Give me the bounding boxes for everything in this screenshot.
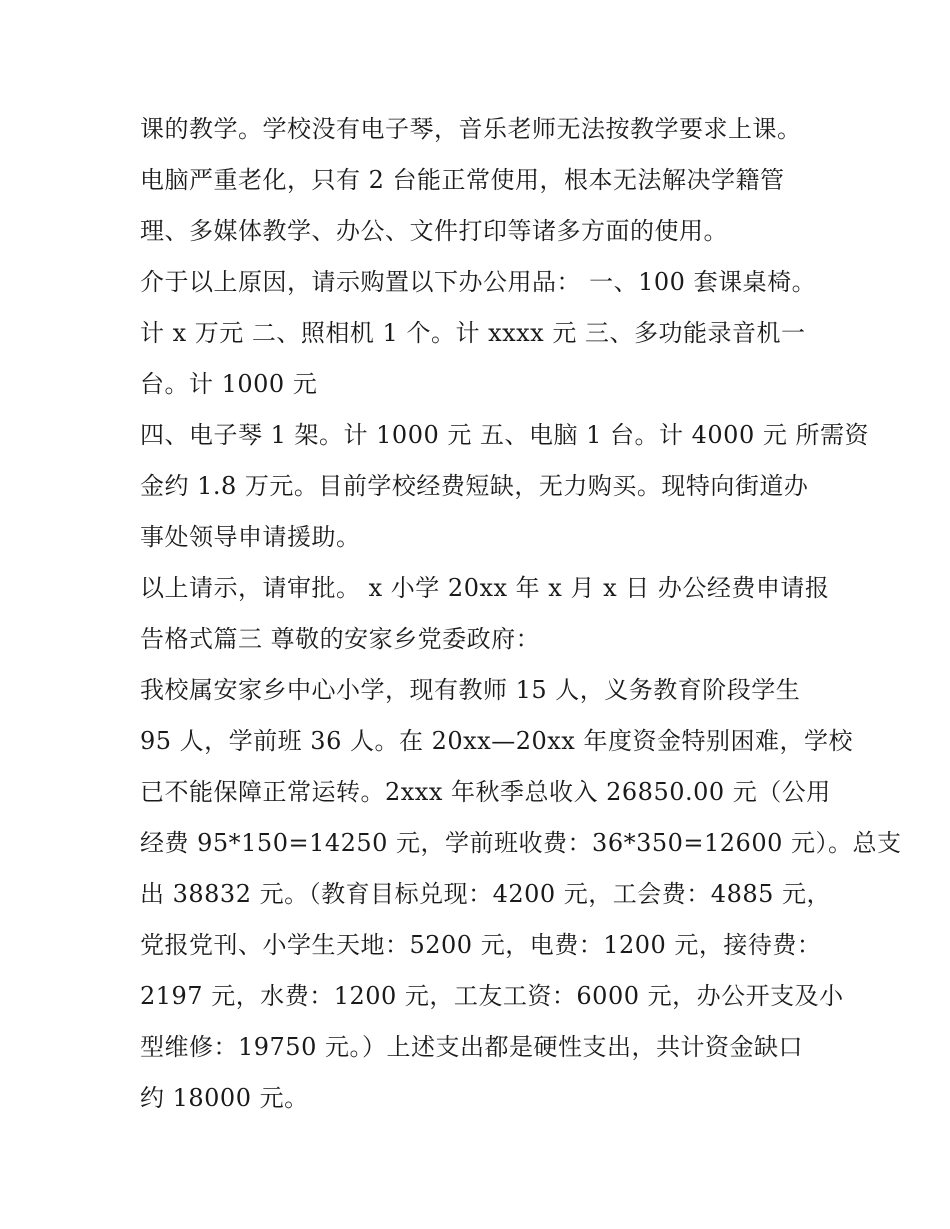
text-line: 电脑严重老化，只有 2 台能正常使用，根本无法解决学籍管 — [140, 166, 785, 194]
text-line: 以上请示，请审批。 x 小学 20xx 年 x 月 x 日 办公经费申请报 — [140, 574, 830, 602]
text-line: 课的教学。学校没有电子琴，音乐老师无法按教学要求上课。 — [140, 115, 802, 143]
text-line: 四、电子琴 1 架。计 1000 元 五、电脑 1 台。计 4000 元 所需资 — [140, 421, 869, 449]
text-line: 我校属安家乡中心小学，现有教师 15 人，义务教育阶段学生 — [140, 676, 801, 704]
text-line: 党报党刊、小学生天地：5200 元，电费：1200 元，接待费： — [140, 931, 822, 959]
text-line: 2197 元，水费：1200 元，工友工资：6000 元，办公开支及小 — [140, 982, 844, 1010]
text-line: 事处领导申请援助。 — [140, 523, 361, 551]
text-line: 95 人，学前班 36 人。在 20xx—20xx 年度资金特别困难，学校 — [140, 727, 853, 755]
text-line: 台。计 1000 元 — [140, 370, 318, 398]
text-line: 计 x 万元 二、照相机 1 个。计 xxxx 元 三、多功能录音机一 — [140, 319, 806, 347]
text-line: 经费 95*150=14250 元，学前班收费：36*350=12600 元）。总支 — [140, 829, 902, 857]
text-line: 约 18000 元。 — [140, 1084, 309, 1112]
text-line: 金约 1.8 万元。目前学校经费短缺，无力购买。现特向街道办 — [140, 472, 809, 500]
text-line: 理、多媒体教学、办公、文件打印等诸多方面的使用。 — [140, 217, 728, 245]
text-line: 出 38832 元。（教育目标兑现：4200 元，工会费：4885 元， — [140, 880, 832, 908]
text-line: 已不能保障正常运转。2xxx 年秋季总收入 26850.00 元（公用 — [140, 778, 831, 806]
text-line: 告格式篇三 尊敬的安家乡党委政府： — [140, 625, 541, 653]
text-line: 型维修：19750 元。）上述支出都是硬性支出，共计资金缺口 — [140, 1033, 803, 1061]
text-line: 介于以上原因，请示购置以下办公用品： 一、100 套课桌椅。 — [140, 268, 817, 296]
document-body — [140, 104, 902, 1124]
